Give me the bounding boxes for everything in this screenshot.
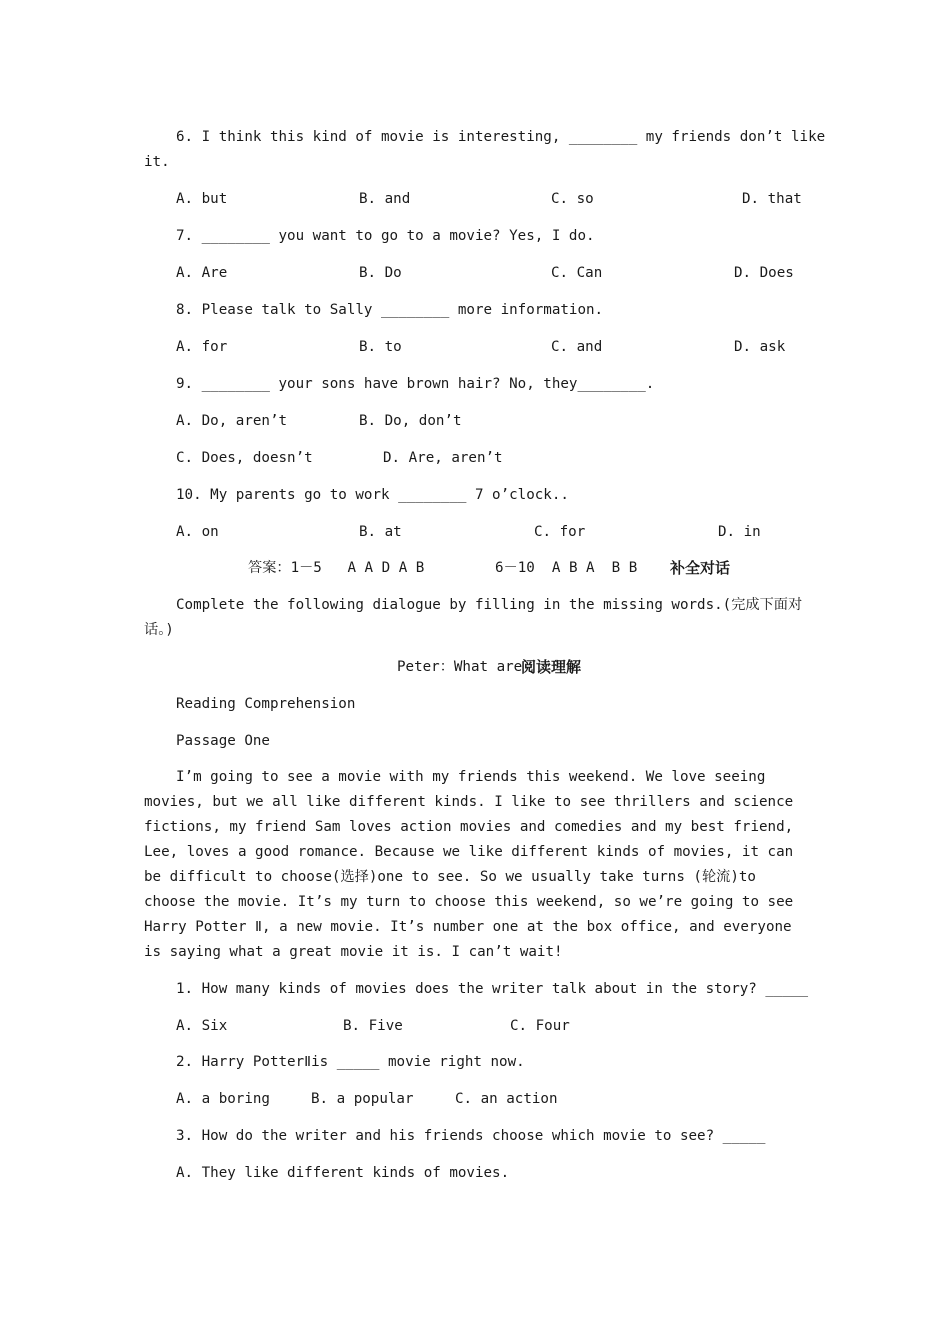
q9-option-d: D. Are, aren’t — [383, 450, 503, 466]
rq2-option-a: A. a boring — [176, 1091, 270, 1107]
section-heading-dialogue: 补全对话 — [670, 559, 731, 577]
q6-option-c: C. so — [551, 191, 594, 207]
q10-option-c: C. for — [534, 524, 586, 540]
q6-option-d: D. that — [742, 191, 802, 207]
q9-option-a: A. Do, aren’t — [176, 413, 288, 429]
answers-part2: 6－10 A B A B B — [495, 560, 638, 576]
q6-option-a: A. but — [176, 191, 228, 207]
q8-option-b: B. to — [359, 339, 402, 355]
rq1-option-c: C. Four — [510, 1018, 570, 1034]
reading-question-2: 2. Harry PotterⅡis _____ movie right now. — [176, 1054, 525, 1070]
q9-option-b: B. Do, don’t — [359, 413, 462, 429]
q9-option-c: C. Does, doesn’t — [176, 450, 313, 466]
peter-line: Peter：What are — [397, 659, 523, 675]
question-10: 10. My parents go to work ________ 7 o’clock.. — [176, 487, 569, 503]
reading-question-1: 1. How many kinds of movies does the writer talk about in the story? _____ — [176, 981, 809, 997]
q6-option-b: B. and — [359, 191, 411, 207]
question-6-line1: 6. I think this kind of movie is interesting, ________ my friends don’t like — [176, 129, 826, 145]
rq2-option-c: C. an action — [455, 1091, 558, 1107]
passage-title: Passage One — [176, 733, 270, 749]
dialogue-instruction-line2: 话。) — [144, 622, 174, 638]
q8-option-d: D. ask — [734, 339, 786, 355]
rq2-option-b: B. a popular — [311, 1091, 414, 1107]
question-6-line2: it. — [144, 154, 170, 170]
q7-option-c: C. Can — [551, 265, 603, 281]
answers-part1: 答案：1－5 A A D A B — [248, 560, 425, 576]
question-9: 9. ________ your sons have brown hair? No, they________. — [176, 376, 655, 392]
q8-option-a: A. for — [176, 339, 228, 355]
q7-option-d: D. Does — [734, 265, 794, 281]
rq3-option-a: A. They like different kinds of movies. — [176, 1165, 510, 1181]
q10-option-d: D. in — [718, 524, 761, 540]
q8-option-c: C. and — [551, 339, 603, 355]
question-8: 8. Please talk to Sally ________ more information. — [176, 302, 604, 318]
q10-option-b: B. at — [359, 524, 402, 540]
section-heading-reading: 阅读理解 — [521, 658, 582, 676]
q10-option-a: A. on — [176, 524, 219, 540]
q7-option-b: B. Do — [359, 265, 402, 281]
reading-question-3: 3. How do the writer and his friends choose which movie to see? _____ — [176, 1128, 766, 1144]
reading-title: Reading Comprehension — [176, 696, 356, 712]
passage-text: I’m going to see a movie with my friends this weekend. We love seeing movies, but we all like different kinds. I like to see thrillers and science fictions, my friend Sam loves action movies and comedies and my best friend, Lee, loves a good romance. Because we like different kinds of movies, it can be difficult to choose(选择)one to see. So we usually take turns (轮流)to choose the movie. It’s my turn to choose this weekend, so we’re going to see Harry Potter Ⅱ, a new movie. It’s number one at the box office, and everyone is saying what a great movie it is. I can’t wait! — [144, 769, 794, 960]
rq1-option-b: B. Five — [343, 1018, 403, 1034]
question-7: 7. ________ you want to go to a movie? Yes, I do. — [176, 228, 595, 244]
q7-option-a: A. Are — [176, 265, 228, 281]
rq1-option-a: A. Six — [176, 1018, 228, 1034]
dialogue-instruction-line1: Complete the following dialogue by filling in the missing words.(完成下面对 — [176, 597, 803, 613]
